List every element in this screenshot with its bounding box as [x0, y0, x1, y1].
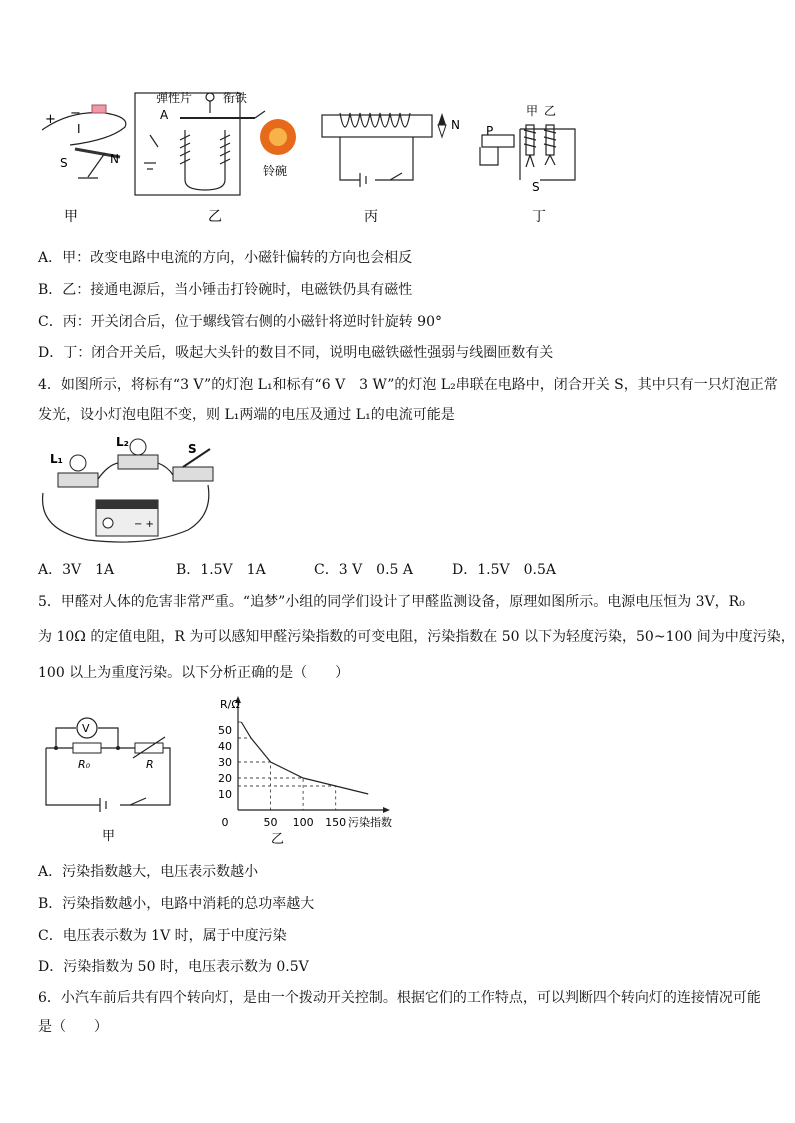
- p-label: P: [486, 124, 494, 138]
- dashed-guide-1: [238, 778, 303, 810]
- y-tick-label: 20: [218, 772, 232, 785]
- a-label: A: [160, 108, 169, 122]
- plus-label: +: [45, 112, 56, 127]
- q5-option-a[interactable]: A．污染指数越大，电压表示数越小: [38, 864, 259, 880]
- figure-ding: [480, 104, 575, 194]
- series-line: [241, 722, 368, 794]
- y-tick-label: 30: [218, 756, 232, 769]
- q3-figures: [30, 85, 590, 230]
- q5-option-c[interactable]: C．电压表示数为 1V 时，属于中度污染: [38, 928, 287, 944]
- caption-yi-q5: 乙: [271, 832, 285, 847]
- q4-option-a[interactable]: A．3V 1A: [38, 562, 115, 578]
- q6-stem-line2: 是（ ）: [38, 1019, 108, 1035]
- minus-label: −: [70, 106, 81, 121]
- q4-option-d[interactable]: D．1.5V 0.5A: [452, 562, 556, 578]
- caption-yi: 乙: [208, 209, 222, 225]
- x-tick-label: 0: [221, 816, 229, 829]
- s-label: S: [60, 156, 68, 170]
- q4-stem-line1: 4．如图所示，将标有“3 V”的灯泡 L₁和标有“6 V 3 W”的灯泡 L₂串联在电路中，闭合开关 S，其中只有一只灯泡正常: [38, 377, 778, 393]
- q5-circuit-figure: [38, 710, 178, 845]
- bulb-l2-icon: [130, 439, 146, 455]
- l2-label: L₂: [116, 435, 129, 449]
- q5-option-b[interactable]: B．污染指数越小，电路中消耗的总功率越大: [38, 896, 315, 912]
- q3-option-d[interactable]: D．丁：闭合开关后，吸起大头针的数目不同，说明电磁铁磁性强弱与线圈匝数有关: [38, 345, 554, 361]
- caption-bing: 丙: [364, 209, 378, 225]
- n-label-bing: N: [451, 118, 460, 132]
- x-tick-label: 150: [325, 816, 347, 829]
- figure-yi: [135, 90, 296, 195]
- r-label: R: [146, 758, 154, 771]
- bell-label: 铃碗: [263, 164, 288, 178]
- q3-option-c[interactable]: C．丙：开关闭合后，位于螺线管右侧的小磁针将逆时针旋转 90°: [38, 314, 442, 330]
- x-tick-label: 100: [292, 816, 314, 829]
- figure-jia: [42, 105, 126, 178]
- x-tick-label: 50: [263, 816, 278, 829]
- q4-option-c[interactable]: C．3 V 0.5 A: [314, 562, 414, 578]
- x-axis-arrow-icon: [383, 807, 390, 813]
- q5-stem-line2: 为 10Ω 的定值电阻，R 为可以感知甲醛污染指数的可变电阻，污染指数在 50 以下为轻度污染，50~100 间为中度污染，: [38, 629, 795, 645]
- y-tick-label: 10: [218, 788, 232, 801]
- battery-icon: [92, 105, 106, 113]
- voltmeter-label: V: [82, 722, 90, 735]
- x-axis-label: 污染指数: [348, 816, 392, 829]
- svg-text:− +: − +: [134, 519, 154, 530]
- dashed-guide-2: [238, 786, 336, 810]
- q5-stem-line1: 5．甲醛对人体的危害非常严重。“追梦”小组的同学们设计了甲醛监测设备，原理如图所示。电源电压恒为 3V，R₀: [38, 594, 745, 610]
- r0-label: R₀: [78, 758, 91, 771]
- figure-bing: [322, 113, 460, 187]
- caption-ding: 丁: [532, 209, 546, 225]
- q5-chart: [200, 693, 392, 847]
- yi-label: 乙: [544, 104, 557, 118]
- bulb-l1-icon: [70, 455, 86, 471]
- l1-label: L₁: [50, 452, 63, 466]
- q5-stem-line3: 100 以上为重度污染。以下分析正确的是（ ）: [38, 665, 350, 681]
- s-label-ding: S: [532, 180, 540, 194]
- s-label-q4: S: [188, 442, 197, 456]
- caption-jia: 甲: [64, 209, 78, 225]
- current-label: I: [77, 122, 81, 136]
- y-tick-label: 50: [218, 724, 232, 737]
- q4-stem-line2: 发光，设小灯泡电阻不变，则 L₁两端的电压及通过 L₁的电流可能是: [38, 407, 455, 423]
- q3-option-b[interactable]: B．乙：接通电源后，当小锤击打铃碗时，电磁铁仍具有磁性: [38, 282, 413, 298]
- resistor-r0-icon: [73, 743, 101, 753]
- spring-label: 弹性片: [156, 91, 193, 105]
- caption-jia-q5: 甲: [102, 829, 116, 844]
- y-tick-label: 40: [218, 740, 232, 753]
- jia-label: 甲: [526, 104, 539, 118]
- q6-stem-line1: 6．小汽车前后共有四个转向灯，是由一个拨动开关控制。根据它们的工作特点，可以判断四个转向灯的连接情况可能: [38, 990, 761, 1006]
- q4-option-b[interactable]: B．1.5V 1A: [176, 562, 266, 578]
- q3-option-a[interactable]: A．甲：改变电路中电流的方向，小磁针偏转的方向也会相反: [38, 250, 413, 266]
- needle-north-icon: [438, 113, 446, 125]
- y-axis-label: R/Ω: [220, 698, 240, 711]
- q4-circuit-figure: [38, 435, 228, 547]
- armature-label: 衔铁: [223, 91, 248, 105]
- n-label: N: [110, 152, 119, 166]
- q5-option-d[interactable]: D．污染指数为 50 时，电压表示数为 0.5V: [38, 959, 309, 975]
- dashed-guide-0: [238, 762, 271, 810]
